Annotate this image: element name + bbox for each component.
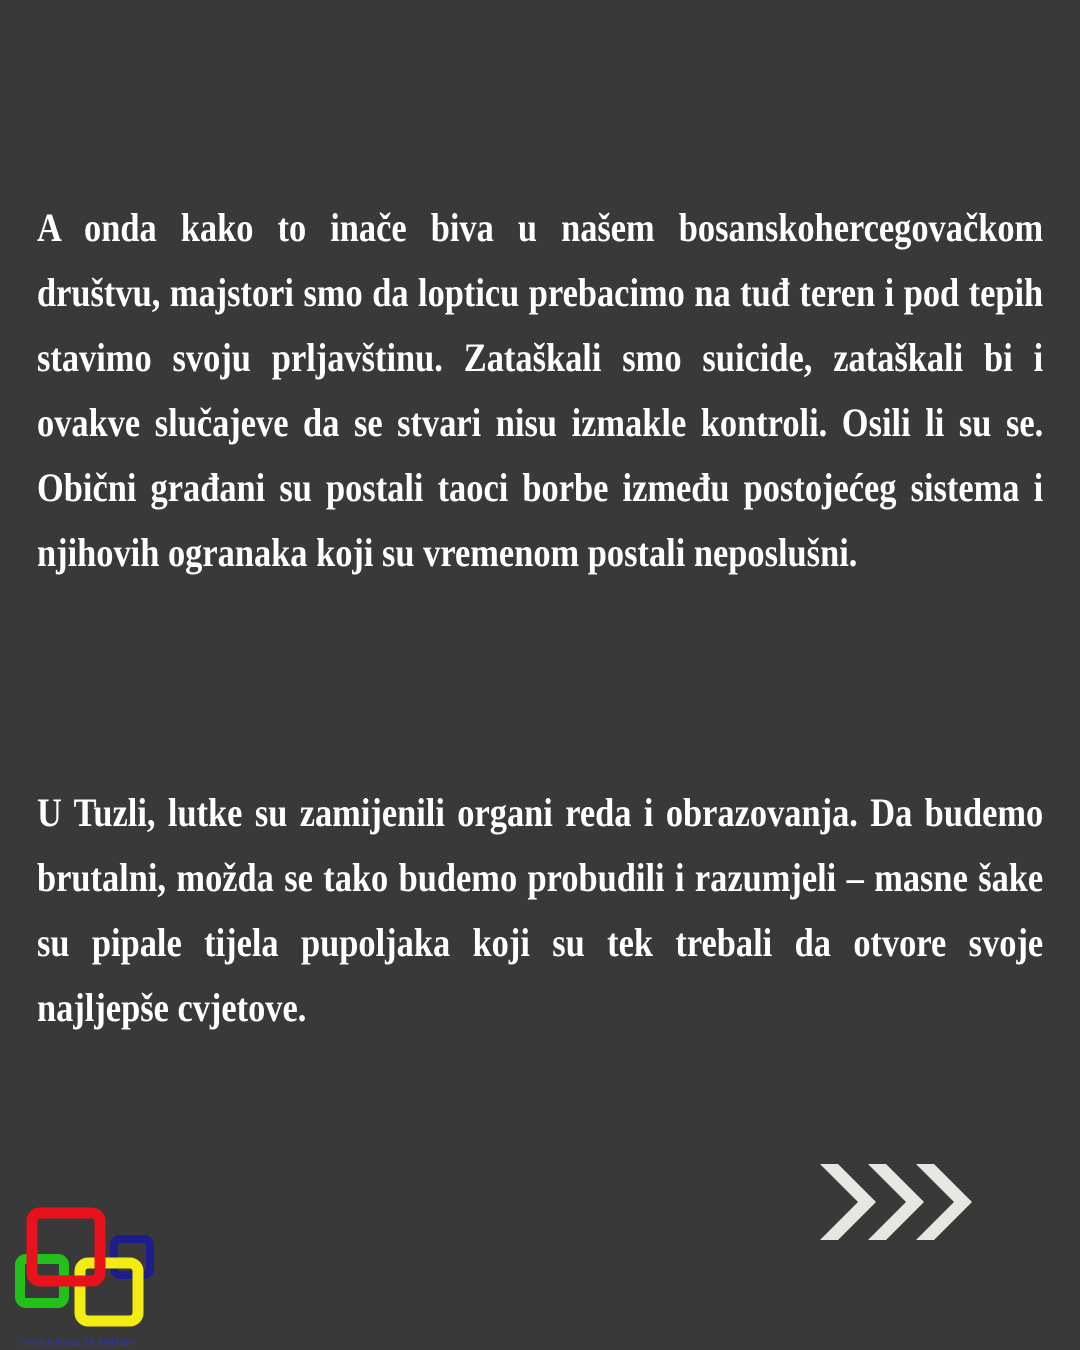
body-paragraph-2: U Tuzli, lutke su zamijenili organi reda i obrazovanja. Da budemo brutalni, možda se tako budemo probudili i razumjeli – masne šake su pipale tijela pupoljaka koji su tek trebali da otvore svoje najljepše cvjetove. [37, 790, 1044, 1030]
school-logo [14, 1205, 164, 1350]
logo-navy-square [114, 1239, 150, 1275]
logo-caption: Visoka škola za turizam [19, 1337, 135, 1349]
body-paragraph-1: A onda kako to inače biva u našem bosanskohercegovačkom društvu, majstori smo da lopticu prebacimo na tuđ teren i pod tepih stavimo svoju prljavštinu. Zataškali smo suicide, zataškali bi i ovakve slučajeve da se stvari nisu izmakle kontroli. Osili li su se. Obični građani su postali taoci borbe između postojećeg sistema i njihovih ogranaka koji su vremenom postali neposlušni. [37, 205, 1044, 575]
triple-chevron-right-icon[interactable] [818, 1160, 974, 1244]
